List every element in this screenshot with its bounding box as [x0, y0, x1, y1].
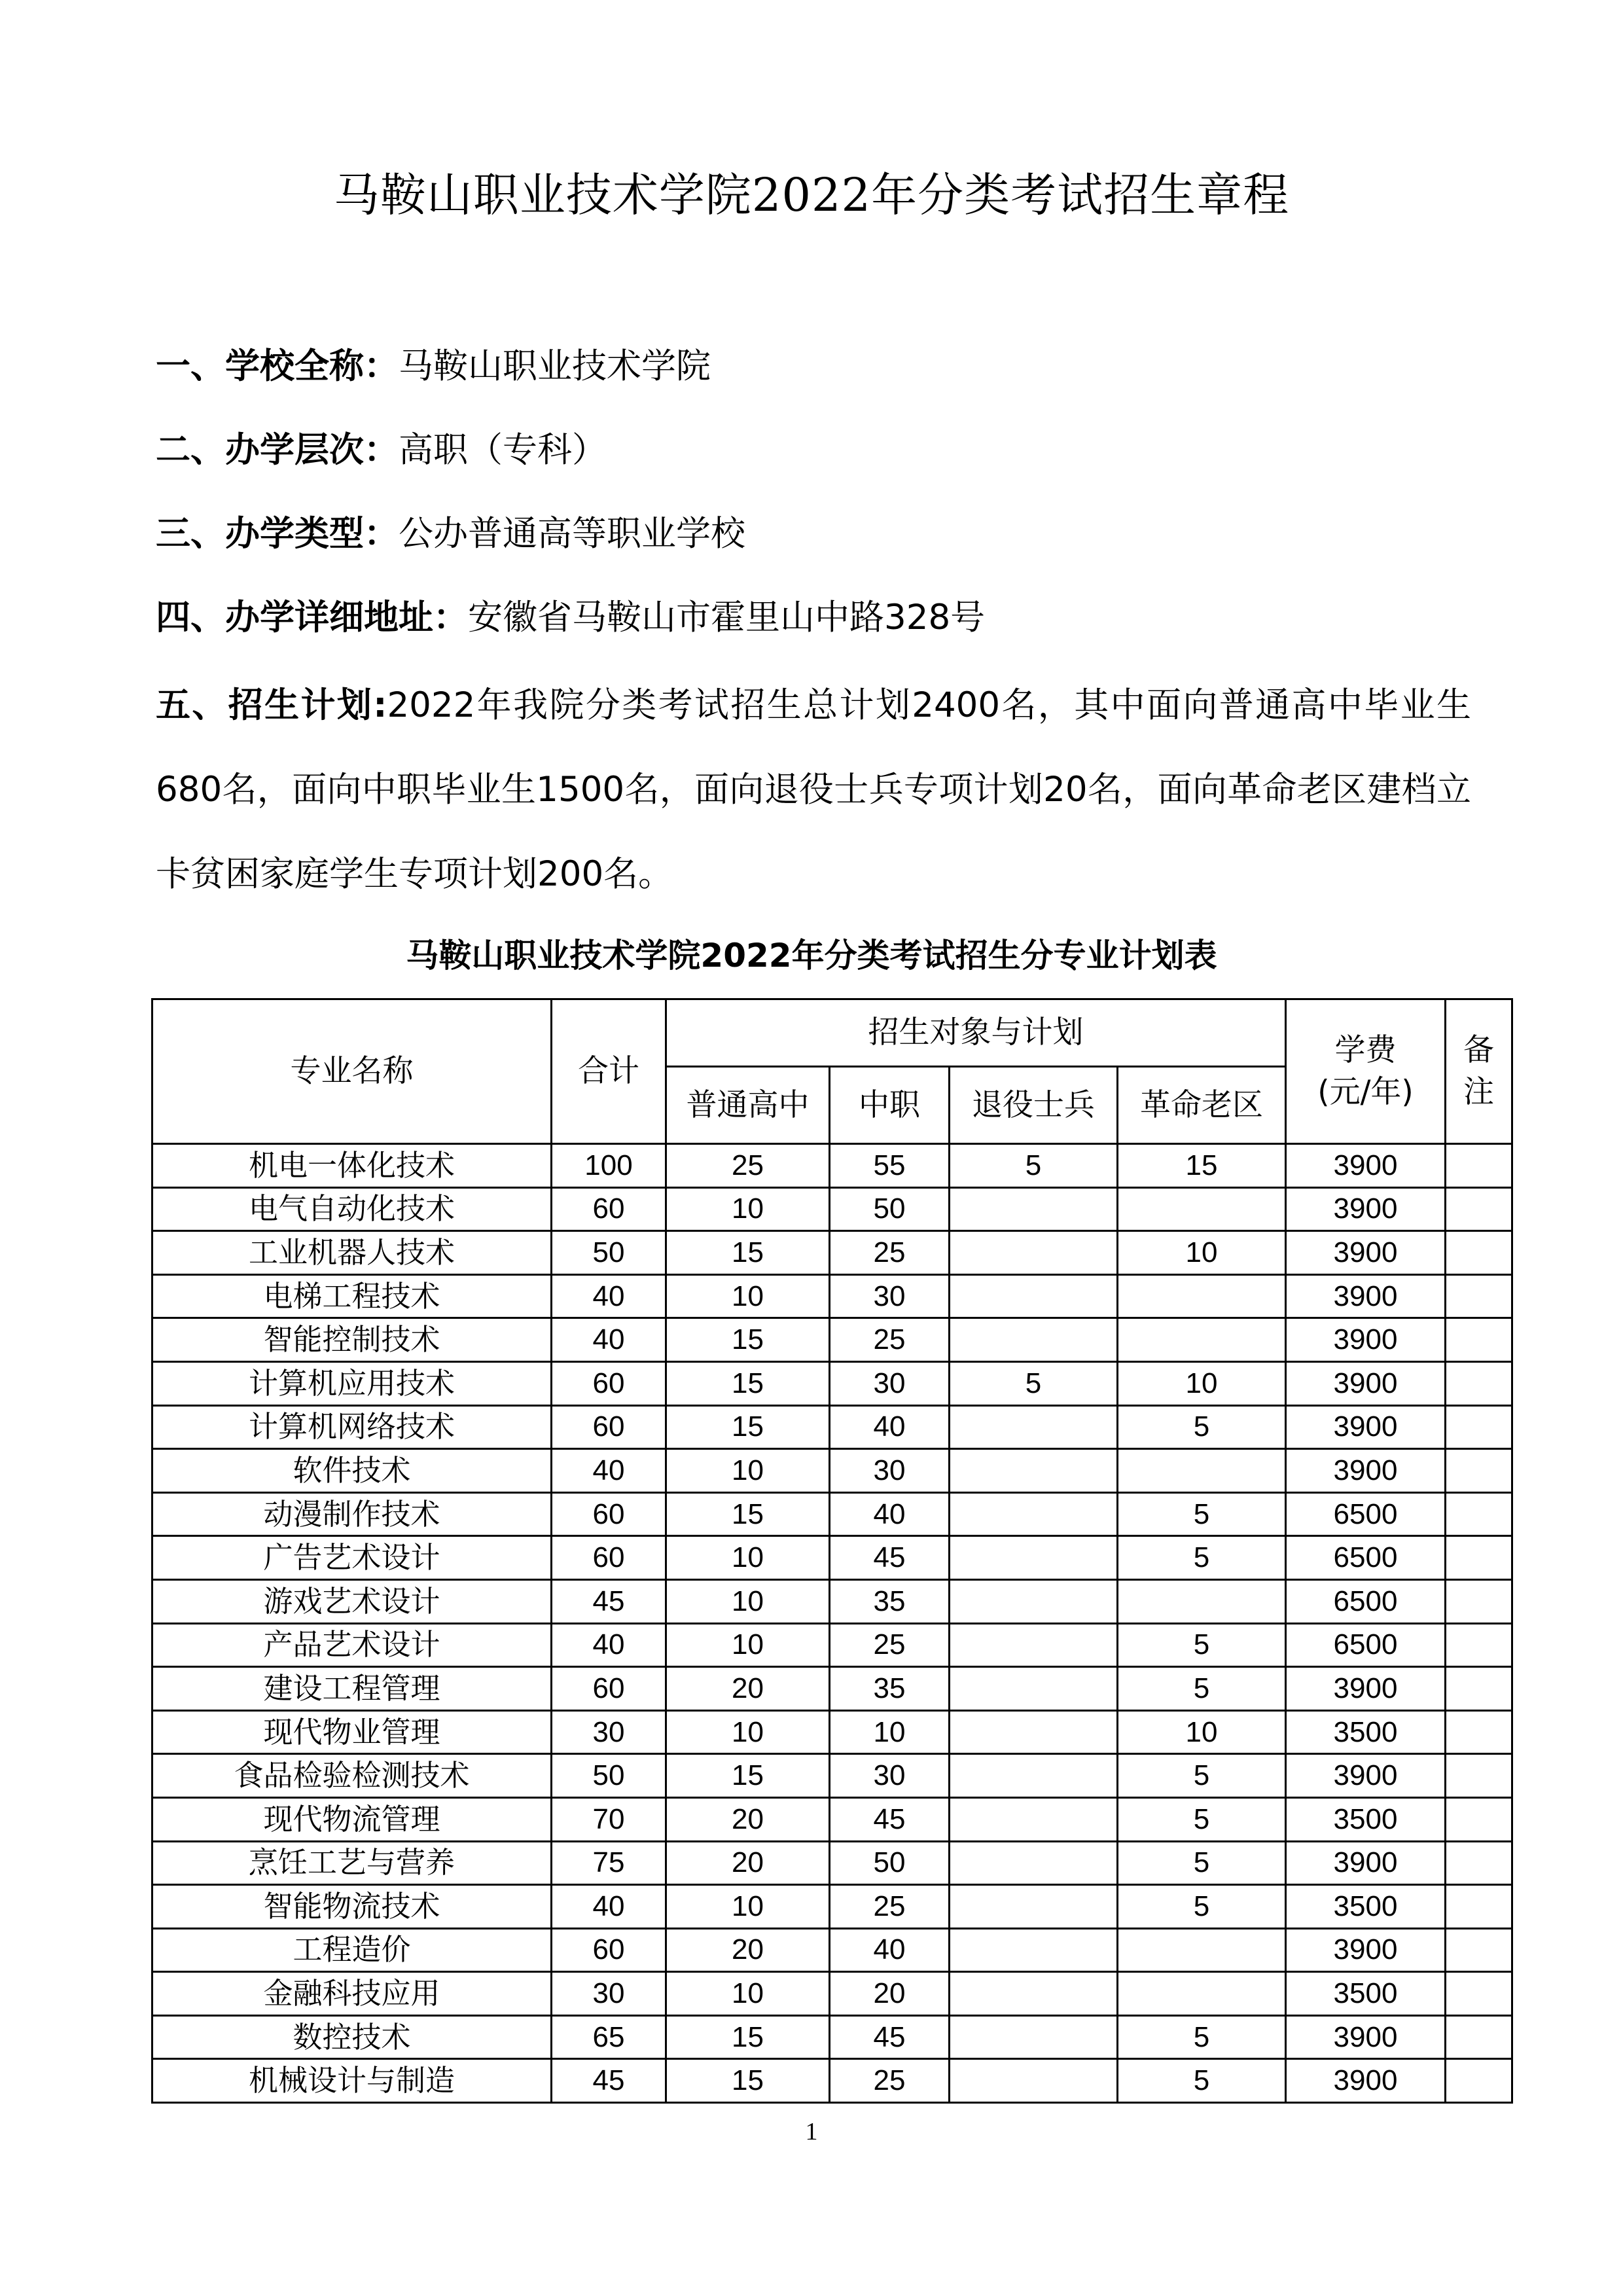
document-title: 马鞍山职业技术学院2022年分类考试招生章程 [333, 168, 1290, 222]
cell-major: 建设工程管理 [152, 1667, 552, 1711]
cell-remark [1446, 1187, 1512, 1231]
cell-remark [1446, 1928, 1512, 1972]
info-value: 安徽省马鞍山市霍里山中路328号 [468, 598, 986, 637]
cell-total: 60 [552, 1536, 666, 1580]
cell-tuition: 6500 [1286, 1492, 1446, 1536]
header-remark [1446, 999, 1512, 1144]
table-row [152, 1405, 1512, 1449]
cell-tuition: 3900 [1286, 1361, 1446, 1405]
cell-old-area: 5 [1118, 1536, 1286, 1580]
cell-tuition: 6500 [1286, 1536, 1446, 1580]
cell-high-school: 10 [666, 1710, 830, 1754]
cell-tuition: 3900 [1286, 1231, 1446, 1275]
table-row [152, 2015, 1512, 2059]
cell-total: 50 [552, 1754, 666, 1798]
table-row [152, 1492, 1512, 1536]
cell-high-school: 15 [666, 1231, 830, 1275]
cell-total: 40 [552, 1885, 666, 1929]
cell-vocational: 20 [830, 1972, 950, 2016]
cell-remark [1446, 1144, 1512, 1188]
cell-major: 工业机器人技术 [152, 1231, 552, 1275]
cell-total: 40 [552, 1449, 666, 1493]
enrollment-plan-table [151, 998, 1513, 2104]
cell-vocational: 50 [830, 1841, 950, 1885]
cell-high-school: 15 [666, 1318, 830, 1362]
cell-total: 75 [552, 1841, 666, 1885]
info-label: 二、办学层次： [156, 430, 399, 470]
cell-vocational: 40 [830, 1928, 950, 1972]
cell-veterans [950, 1579, 1118, 1623]
cell-tuition: 3900 [1286, 2059, 1446, 2103]
cell-tuition: 6500 [1286, 1623, 1446, 1667]
cell-vocational: 55 [830, 1144, 950, 1188]
header-total: 合计 [552, 999, 666, 1144]
cell-high-school: 15 [666, 1405, 830, 1449]
cell-tuition: 3500 [1286, 1885, 1446, 1929]
cell-high-school: 15 [666, 2059, 830, 2103]
cell-high-school: 10 [666, 1536, 830, 1580]
cell-tuition: 3900 [1286, 1274, 1446, 1318]
cell-veterans [950, 1623, 1118, 1667]
table-row [152, 1841, 1512, 1885]
header-high-school: 普通高中 [666, 1067, 830, 1144]
cell-major: 烹饪工艺与营养 [152, 1841, 552, 1885]
cell-vocational: 40 [830, 1492, 950, 1536]
info-line-level [156, 424, 607, 476]
cell-high-school: 10 [666, 1187, 830, 1231]
cell-remark [1446, 1318, 1512, 1362]
table-row [152, 1536, 1512, 1580]
cell-tuition: 3900 [1286, 1841, 1446, 1885]
cell-major: 机电一体化技术 [152, 1144, 552, 1188]
cell-old-area: 5 [1118, 1623, 1286, 1667]
info-value: 马鞍山职业技术学院 [399, 346, 711, 386]
cell-vocational: 25 [830, 1231, 950, 1275]
cell-total: 30 [552, 1710, 666, 1754]
cell-total: 40 [552, 1274, 666, 1318]
cell-remark [1446, 1231, 1512, 1275]
plan-label: 五、招生计划: [156, 685, 387, 725]
header-veterans: 退役士兵 [950, 1067, 1118, 1144]
table-row [152, 1231, 1512, 1275]
cell-old-area: 5 [1118, 1492, 1286, 1536]
cell-high-school: 15 [666, 1492, 830, 1536]
cell-veterans [950, 1231, 1118, 1275]
cell-tuition: 3500 [1286, 1972, 1446, 2016]
cell-tuition: 6500 [1286, 1579, 1446, 1623]
header-major: 专业名称 [152, 999, 552, 1144]
header-tuition-text: 学费(元/年) [1317, 1032, 1414, 1110]
info-line-type [156, 508, 745, 560]
table-row [152, 1318, 1512, 1362]
table-row [152, 1274, 1512, 1318]
cell-total: 60 [552, 1187, 666, 1231]
cell-veterans [950, 1318, 1118, 1362]
cell-veterans: 5 [950, 1361, 1118, 1405]
cell-major: 软件技术 [152, 1449, 552, 1493]
cell-total: 60 [552, 1361, 666, 1405]
cell-major: 计算机网络技术 [152, 1405, 552, 1449]
cell-high-school: 10 [666, 1885, 830, 1929]
table-row [152, 1710, 1512, 1754]
cell-old-area: 10 [1118, 1231, 1286, 1275]
cell-vocational: 25 [830, 1623, 950, 1667]
cell-vocational: 30 [830, 1754, 950, 1798]
cell-tuition: 3900 [1286, 1405, 1446, 1449]
cell-total: 45 [552, 2059, 666, 2103]
cell-total: 40 [552, 1318, 666, 1362]
info-line-address [156, 592, 985, 644]
cell-high-school: 10 [666, 1579, 830, 1623]
cell-veterans [950, 1449, 1118, 1493]
table-row [152, 1623, 1512, 1667]
cell-remark [1446, 2059, 1512, 2103]
cell-old-area [1118, 1449, 1286, 1493]
cell-tuition: 3900 [1286, 1449, 1446, 1493]
cell-tuition: 3900 [1286, 1754, 1446, 1798]
cell-total: 100 [552, 1144, 666, 1188]
cell-veterans [950, 2015, 1118, 2059]
cell-major: 智能控制技术 [152, 1318, 552, 1362]
cell-old-area [1118, 1928, 1286, 1972]
cell-vocational: 35 [830, 1667, 950, 1711]
table-row [152, 2059, 1512, 2103]
cell-total: 30 [552, 1972, 666, 2016]
cell-old-area: 5 [1118, 1841, 1286, 1885]
cell-veterans [950, 1928, 1118, 1972]
cell-total: 45 [552, 1579, 666, 1623]
cell-remark [1446, 1754, 1512, 1798]
cell-major: 电梯工程技术 [152, 1274, 552, 1318]
cell-tuition: 3900 [1286, 1318, 1446, 1362]
cell-total: 50 [552, 1231, 666, 1275]
cell-major: 计算机应用技术 [152, 1361, 552, 1405]
table-row [152, 1754, 1512, 1798]
cell-high-school: 15 [666, 2015, 830, 2059]
table-row [152, 1449, 1512, 1493]
cell-remark [1446, 1841, 1512, 1885]
header-tuition [1286, 999, 1446, 1144]
table-row [152, 1797, 1512, 1841]
info-value: 公办普通高等职业学校 [399, 514, 745, 554]
cell-veterans [950, 1405, 1118, 1449]
cell-vocational: 35 [830, 1579, 950, 1623]
cell-tuition: 3500 [1286, 1797, 1446, 1841]
cell-vocational: 10 [830, 1710, 950, 1754]
cell-tuition: 3900 [1286, 2015, 1446, 2059]
cell-vocational: 40 [830, 1405, 950, 1449]
cell-vocational: 25 [830, 1885, 950, 1929]
info-line-full-name [156, 340, 711, 393]
page-number: 1 [805, 2118, 818, 2145]
cell-old-area: 5 [1118, 1885, 1286, 1929]
cell-veterans [950, 1187, 1118, 1231]
cell-old-area: 10 [1118, 1361, 1286, 1405]
cell-high-school: 20 [666, 1841, 830, 1885]
cell-veterans [950, 1710, 1118, 1754]
info-value: 高职（专科） [399, 430, 607, 470]
table-row [152, 1144, 1512, 1188]
cell-high-school: 20 [666, 1667, 830, 1711]
table-row [152, 1972, 1512, 2016]
cell-old-area: 5 [1118, 1405, 1286, 1449]
cell-veterans [950, 1536, 1118, 1580]
enrollment-plan-paragraph [156, 663, 1471, 916]
cell-total: 40 [552, 1623, 666, 1667]
cell-veterans [950, 1274, 1118, 1318]
cell-major: 游戏艺术设计 [152, 1579, 552, 1623]
cell-veterans [950, 1885, 1118, 1929]
cell-major: 产品艺术设计 [152, 1623, 552, 1667]
header-target-group: 招生对象与计划 [666, 999, 1286, 1067]
cell-remark [1446, 2015, 1512, 2059]
cell-major: 数控技术 [152, 2015, 552, 2059]
cell-veterans [950, 1754, 1118, 1798]
cell-vocational: 30 [830, 1449, 950, 1493]
cell-remark [1446, 1885, 1512, 1929]
table-row [152, 1361, 1512, 1405]
cell-old-area [1118, 1972, 1286, 2016]
cell-old-area [1118, 1318, 1286, 1362]
cell-total: 60 [552, 1492, 666, 1536]
cell-vocational: 50 [830, 1187, 950, 1231]
cell-vocational: 45 [830, 2015, 950, 2059]
cell-veterans [950, 1972, 1118, 2016]
cell-old-area: 5 [1118, 1754, 1286, 1798]
cell-major: 智能物流技术 [152, 1885, 552, 1929]
table-row [152, 1885, 1512, 1929]
cell-total: 60 [552, 1928, 666, 1972]
cell-total: 70 [552, 1797, 666, 1841]
info-label: 一、学校全称： [156, 346, 399, 386]
cell-vocational: 45 [830, 1797, 950, 1841]
cell-high-school: 20 [666, 1928, 830, 1972]
table-row [152, 1667, 1512, 1711]
cell-high-school: 10 [666, 1274, 830, 1318]
cell-old-area [1118, 1274, 1286, 1318]
cell-major: 现代物业管理 [152, 1710, 552, 1754]
cell-remark [1446, 1579, 1512, 1623]
cell-veterans [950, 1841, 1118, 1885]
cell-old-area [1118, 1579, 1286, 1623]
cell-major: 动漫制作技术 [152, 1492, 552, 1536]
table-title: 马鞍山职业技术学院2022年分类考试招生分专业计划表 [406, 937, 1217, 975]
cell-high-school: 25 [666, 1144, 830, 1188]
table-row [152, 1928, 1512, 1972]
cell-old-area: 5 [1118, 2059, 1286, 2103]
cell-high-school: 10 [666, 1623, 830, 1667]
cell-remark [1446, 1797, 1512, 1841]
header-remark-text: 备注 [1463, 1032, 1494, 1110]
cell-remark [1446, 1449, 1512, 1493]
cell-remark [1446, 1536, 1512, 1580]
cell-major: 现代物流管理 [152, 1797, 552, 1841]
cell-old-area: 10 [1118, 1710, 1286, 1754]
cell-tuition: 3500 [1286, 1710, 1446, 1754]
cell-total: 65 [552, 2015, 666, 2059]
cell-tuition: 3900 [1286, 1187, 1446, 1231]
cell-old-area [1118, 1187, 1286, 1231]
cell-old-area: 5 [1118, 1667, 1286, 1711]
cell-veterans [950, 2059, 1118, 2103]
cell-total: 60 [552, 1667, 666, 1711]
cell-old-area: 5 [1118, 1797, 1286, 1841]
table-row [152, 1579, 1512, 1623]
cell-tuition: 3900 [1286, 1144, 1446, 1188]
cell-high-school: 10 [666, 1972, 830, 2016]
cell-major: 机械设计与制造 [152, 2059, 552, 2103]
info-label: 四、办学详细地址： [156, 598, 468, 637]
cell-remark [1446, 1274, 1512, 1318]
cell-veterans [950, 1797, 1118, 1841]
cell-remark [1446, 1361, 1512, 1405]
table-body [152, 1144, 1512, 2103]
table-row [152, 1187, 1512, 1231]
cell-remark [1446, 1492, 1512, 1536]
cell-old-area: 5 [1118, 2015, 1286, 2059]
cell-tuition: 3900 [1286, 1928, 1446, 1972]
cell-total: 60 [552, 1405, 666, 1449]
cell-major: 金融科技应用 [152, 1972, 552, 2016]
cell-old-area: 15 [1118, 1144, 1286, 1188]
cell-high-school: 20 [666, 1797, 830, 1841]
cell-vocational: 30 [830, 1361, 950, 1405]
cell-high-school: 15 [666, 1754, 830, 1798]
cell-vocational: 45 [830, 1536, 950, 1580]
cell-vocational: 25 [830, 1318, 950, 1362]
info-label: 三、办学类型： [156, 514, 399, 554]
cell-high-school: 15 [666, 1361, 830, 1405]
cell-remark [1446, 1972, 1512, 2016]
cell-veterans: 5 [950, 1144, 1118, 1188]
cell-high-school: 10 [666, 1449, 830, 1493]
cell-remark [1446, 1667, 1512, 1711]
cell-remark [1446, 1710, 1512, 1754]
cell-veterans [950, 1667, 1118, 1711]
cell-major: 食品检验检测技术 [152, 1754, 552, 1798]
cell-major: 工程造价 [152, 1928, 552, 1972]
cell-remark [1446, 1405, 1512, 1449]
cell-major: 广告艺术设计 [152, 1536, 552, 1580]
cell-vocational: 30 [830, 1274, 950, 1318]
plan-text: 2022年我院分类考试招生总计划2400名，其中面向普通高中毕业生680名，面向中职毕业生1500名，面向退役士兵专项计划20名，面向革命老区建档立卡贫困家庭学生专项计划200名。 [156, 685, 1471, 894]
cell-veterans [950, 1492, 1118, 1536]
cell-remark [1446, 1623, 1512, 1667]
cell-major: 电气自动化技术 [152, 1187, 552, 1231]
header-vocational: 中职 [830, 1067, 950, 1144]
cell-tuition: 3900 [1286, 1667, 1446, 1711]
cell-vocational: 25 [830, 2059, 950, 2103]
header-old-area: 革命老区 [1118, 1067, 1286, 1144]
